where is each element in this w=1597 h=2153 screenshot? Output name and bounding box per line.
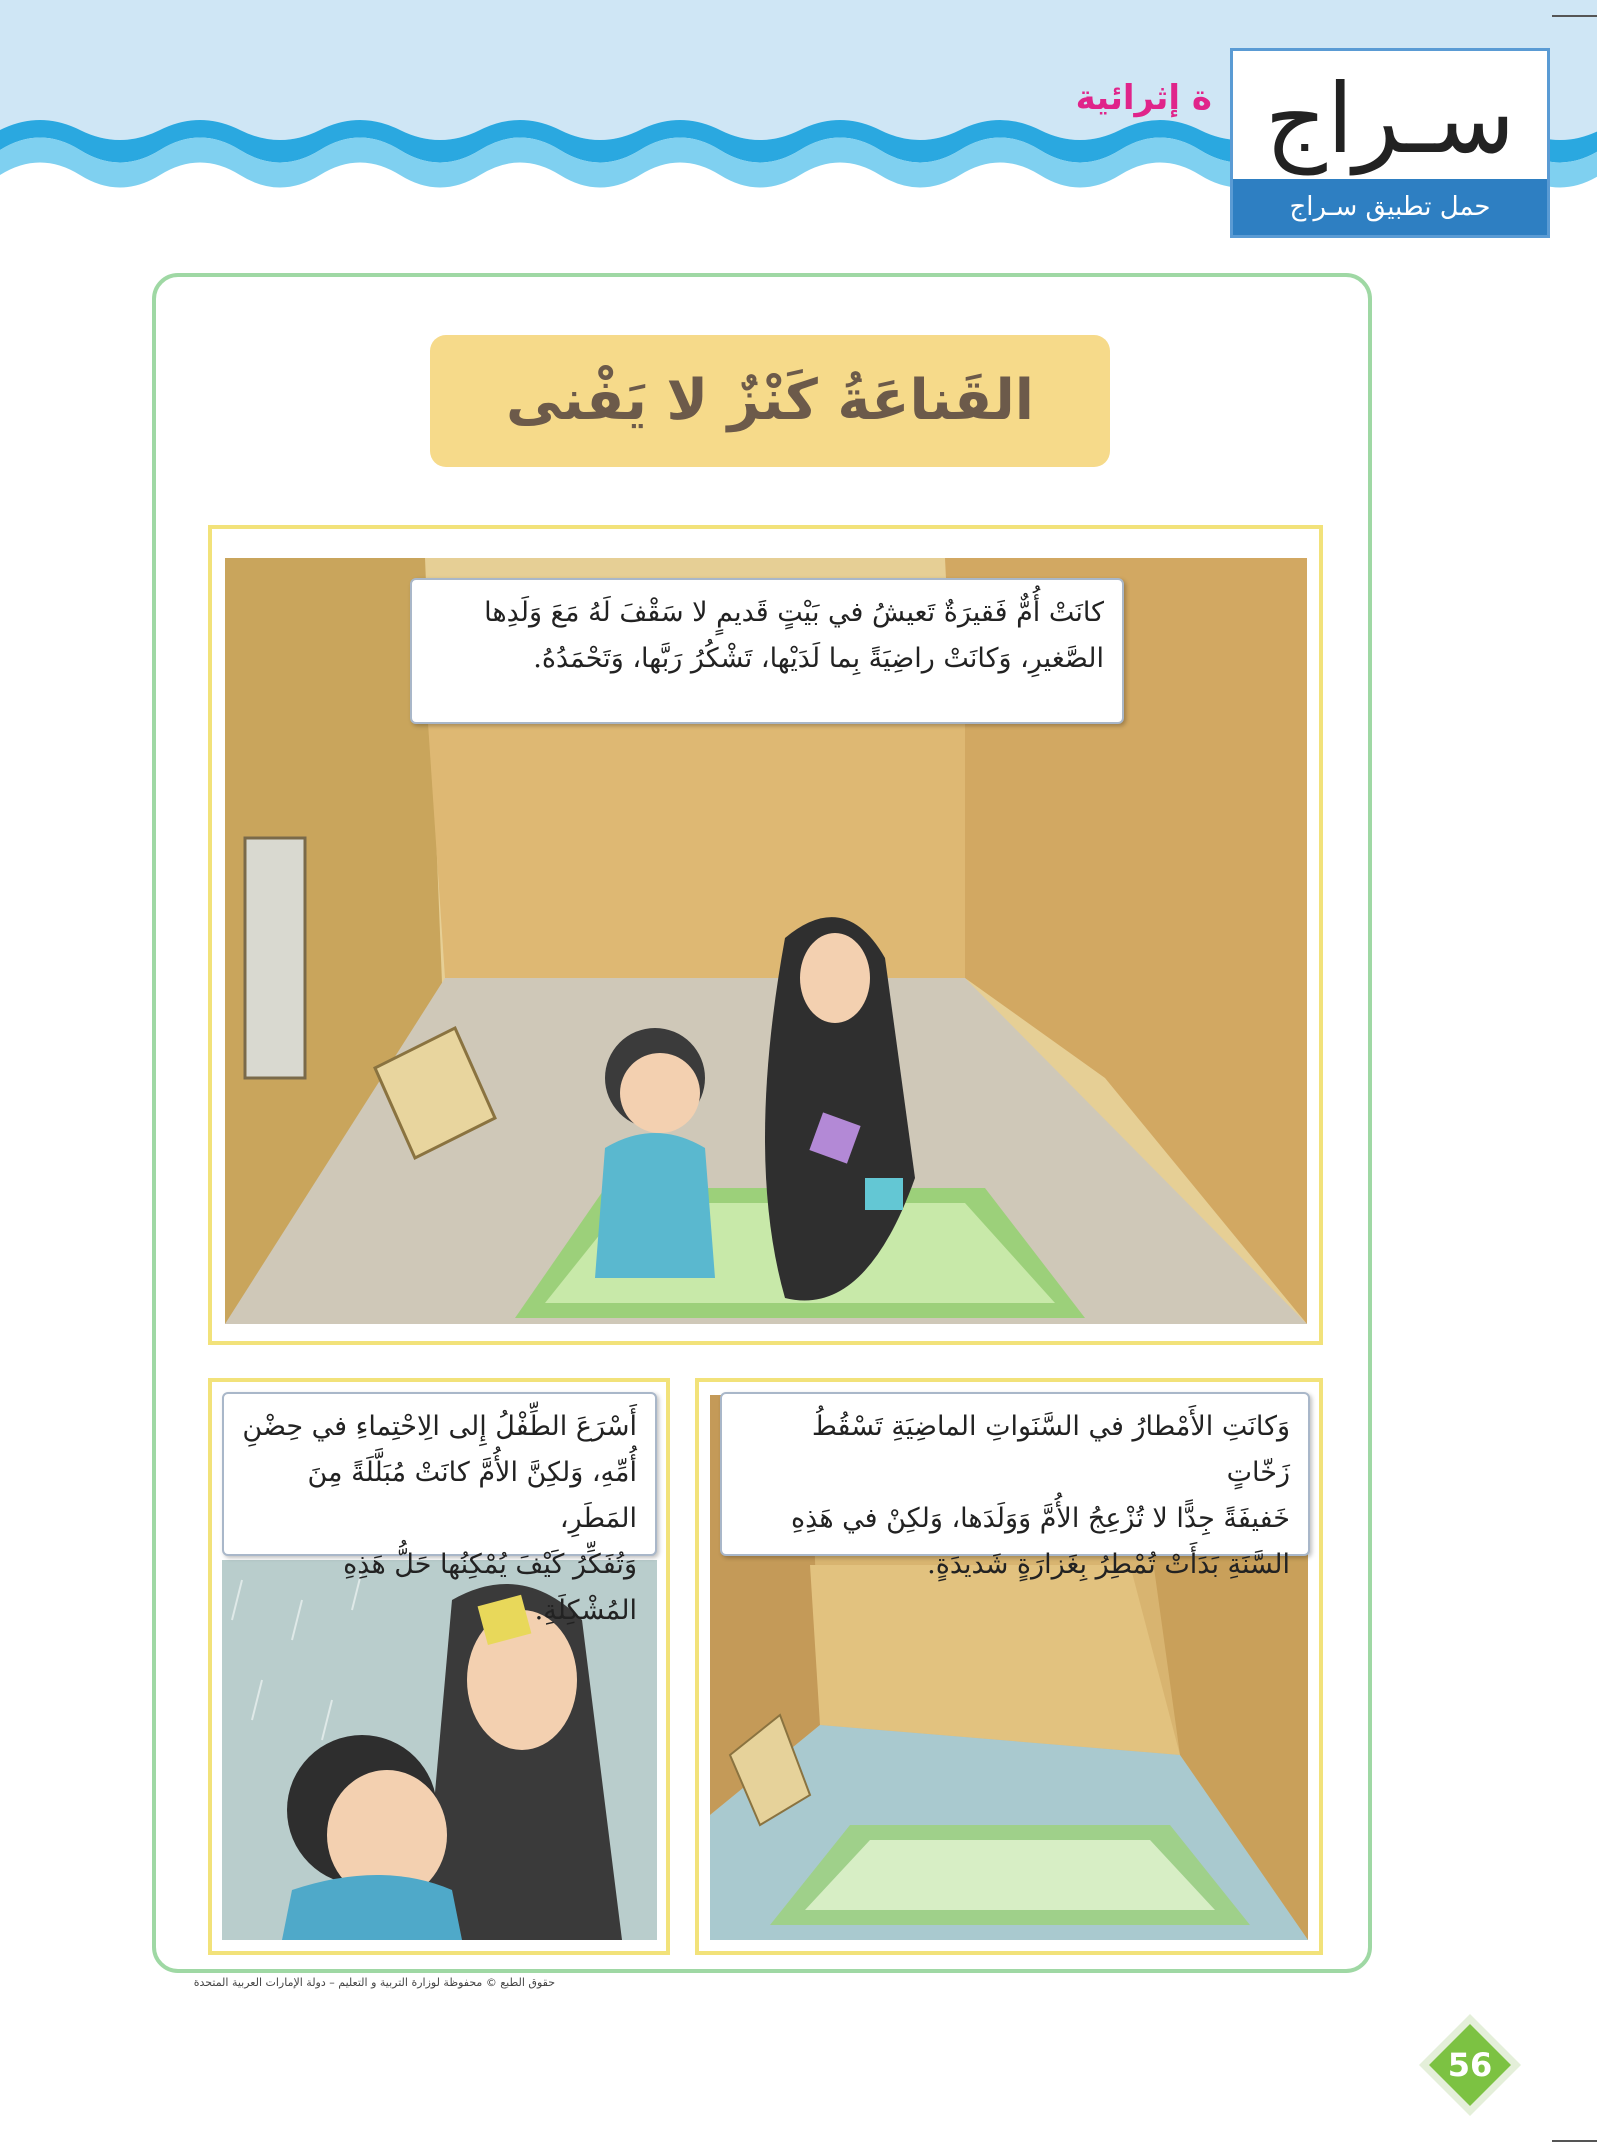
panel-1-caption [410,578,1124,724]
page-number: 56 [1447,2046,1493,2084]
caption-line: وَكانَتِ الأَمْطارُ في السَّنَواتِ الماضِيَةِ تَسْقُطُ زَخّاتٍ [811,1411,1290,1488]
margin-tick [1552,15,1597,17]
story-title-box [430,335,1110,467]
page-number-badge [1415,2010,1525,2120]
margin-tick [1552,2140,1597,2142]
siraj-logo[interactable] [1230,48,1550,238]
section-label: ة إثرائية [1075,78,1212,118]
panel-3-caption [222,1392,657,1626]
caption-line: وَتُفَكِّرُ كَيْفَ يُمْكِنُها حَلُّ هَذِهِ المُشْكِلَةِ. [343,1549,637,1626]
logo-subtitle: حمل تطبيق سـراج [1233,179,1547,235]
caption-line: الصَّغيرِ، وَكانَتْ راضِيَةً بِما لَدَيْها، تَشْكُرُ رَبَّها، وَتَحْمَدُهُ. [533,643,1104,674]
copyright-note: حقوق الطبع © محفوظة لوزارة التربية و التعليم – دولة الإمارات العربية المتحدة [193,1976,555,1989]
caption-line: أُمِّهِ، وَلكِنَّ الأُمَّ كانَتْ مُبَلَّلَةً مِنَ المَطَرِ، [307,1457,637,1534]
caption-line: كانَتْ أُمٌّ فَقيرَةٌ تَعيشُ في بَيْتٍ قَديمٍ لا سَقْفَ لَهُ مَعَ وَلَدِها [484,597,1104,628]
caption-line: خَفيفَةً جِدًّا لا تُزْعِجُ الأُمَّ وَوَلَدَها، وَلكِنْ في هَذِهِ [791,1503,1290,1534]
caption-line: أَسْرَعَ الطِّفْلُ إِلى الِاحْتِماءِ في حِضْنِ [242,1411,637,1442]
logo-title: سـراج [1264,63,1516,175]
caption-line: السَّنَةِ بَدَأَتْ تُمْطِرُ بِغَزارَةٍ شَديدَةٍ. [927,1549,1290,1580]
story-title: القَناعَةُ كَنْزٌ لا يَفْنى [506,368,1034,433]
panel-2-caption [720,1392,1310,1580]
